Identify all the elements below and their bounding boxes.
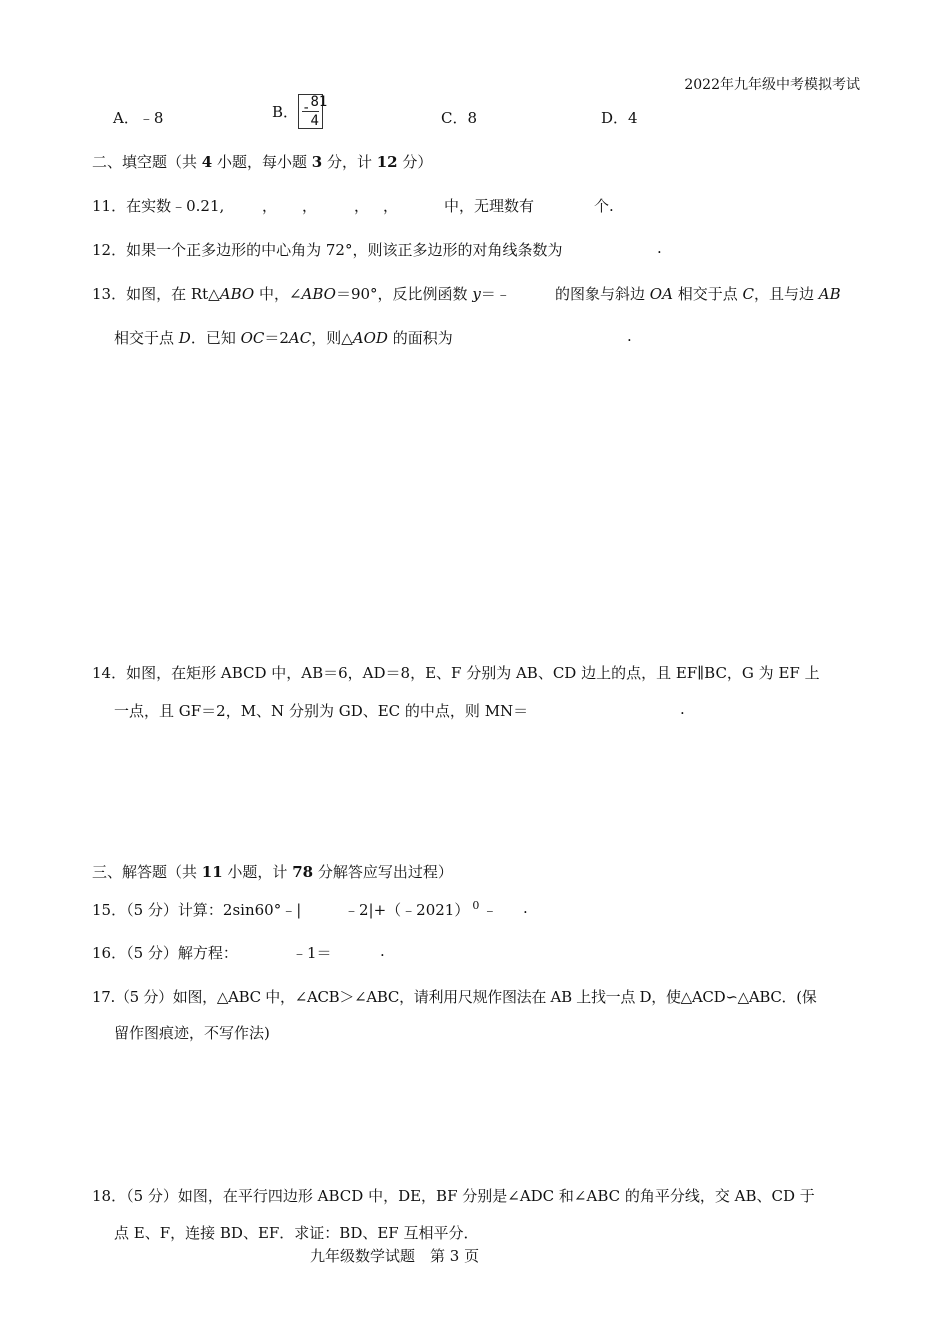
math-var: OC — [240, 329, 265, 347]
math-var: y — [472, 285, 481, 303]
math-var: AOD — [352, 329, 388, 347]
section-3-heading — [92, 861, 453, 882]
option-c-value: 8 — [467, 109, 478, 127]
question-number: 15． — [92, 901, 127, 919]
question-text: 如图，在矩形 ABCD 中，AB＝6，AD＝8，E、F 分别为 AB、CD 边上的点，且 EF∥BC，G 为 EF 上 — [126, 664, 820, 682]
math-var: AB — [818, 285, 841, 303]
question-number: 14． — [92, 664, 127, 682]
question-text: 的图象与斜边 — [555, 285, 650, 303]
comma: ， — [262, 197, 278, 215]
question-text: 在实数﹣0.21, — [126, 197, 225, 215]
question-text: ＝90°，反比例函数 — [335, 285, 473, 303]
question-text: 如果一个正多边形的中心角为 72°，则该正多边形的对角线条数为 — [126, 241, 563, 259]
section-2-text: 小题，每小题 — [212, 153, 312, 171]
question-text: 相交于点 — [114, 329, 179, 347]
question-text: ﹣2|+（﹣2021） — [344, 901, 470, 919]
section-3-text: 分解答应写出过程） — [313, 863, 453, 881]
section-3-text: 三、解答题（共 — [92, 863, 202, 881]
answer-blank-end: . — [380, 942, 385, 960]
question-14-line-1 — [92, 662, 820, 683]
question-13-line-2 — [114, 327, 453, 348]
section-3-count: 11 — [201, 863, 223, 881]
question-14-line-2 — [114, 700, 528, 721]
page-header: 2022年九年级中考模拟考试 — [684, 77, 860, 93]
question-text: ，则△ — [311, 329, 353, 347]
question-text: （5 分）如图，在平行四边形 ABCD 中，DE，BF 分别是∠ADC 和∠ABC 的角平分线，交 AB、CD 于 — [126, 1187, 815, 1205]
option-c-label: C． — [441, 109, 468, 127]
question-number: 17. — [92, 988, 115, 1006]
question-text: （5 分）计算：2sin60°﹣| — [126, 901, 302, 919]
option-d-value: 4 — [628, 109, 638, 127]
section-2-total-score: 12 — [376, 153, 398, 171]
section-2-text: 二、填空题（共 — [92, 153, 202, 171]
section-2-each-score: 3 — [311, 153, 323, 171]
math-var: ABO — [301, 285, 336, 303]
option-d-label: D． — [601, 109, 629, 127]
math-var: D — [178, 329, 191, 347]
answer-blank-end: . — [523, 899, 528, 917]
question-text: 留作图痕迹，不写作法) — [114, 1024, 270, 1042]
math-var: ABO — [219, 285, 255, 303]
question-text: 一点，且 GF＝2，M、N 分别为 GD、EC 的中点，则 MN＝ — [114, 702, 529, 720]
math-var: C — [742, 285, 754, 303]
section-2-count: 4 — [201, 153, 213, 171]
question-text: ﹣ — [482, 901, 498, 919]
math-var: OA — [649, 285, 673, 303]
question-18-line-2 — [114, 1222, 478, 1243]
option-b-denominator: 4 — [310, 113, 319, 129]
question-text: 个. — [594, 197, 614, 215]
option-a-label: A． — [113, 109, 139, 127]
question-text: ，且与边 — [753, 285, 819, 303]
question-15 — [92, 899, 301, 920]
question-number: 11． — [92, 197, 127, 215]
question-15-cont — [344, 899, 497, 920]
question-text: （5 分）解方程： — [126, 944, 238, 962]
question-text: 点 E、F，连接 BD、EF．求证：BD、EF 互相平分． — [114, 1224, 479, 1242]
option-b-sign: - — [302, 100, 311, 116]
section-2-heading — [92, 151, 432, 172]
question-text: ﹣1＝ — [292, 944, 332, 962]
section-3-text: 小题，计 — [222, 863, 293, 881]
section-2-text: 分） — [397, 153, 433, 171]
comma: ， — [302, 197, 318, 215]
question-text: 中，无理数有 — [444, 197, 535, 215]
question-number: 18． — [92, 1187, 127, 1205]
option-b-label: B． — [272, 103, 299, 121]
option-d — [601, 107, 638, 128]
option-b-fraction-image — [298, 94, 328, 129]
question-number: 12． — [92, 241, 127, 259]
answer-blank-end: . — [680, 700, 685, 718]
question-17-line-2 — [114, 1022, 270, 1043]
question-text: （5 分）如图，△ABC 中，∠ACB＞∠ABC，请利用尺规作图法在 AB 上找一点 D，使△ACD∽△ABC．(保 — [114, 988, 817, 1006]
section-2-text: 分，计 — [322, 153, 377, 171]
question-18-line-1 — [92, 1185, 815, 1206]
option-a — [113, 107, 163, 128]
question-11 — [92, 195, 224, 216]
question-13-line-1-cont — [555, 283, 841, 304]
option-a-value: ﹣8 — [138, 109, 164, 127]
question-13-line-1 — [92, 283, 511, 304]
section-3-total-score: 78 — [292, 863, 314, 881]
question-text: ＝﹣ — [480, 285, 511, 303]
option-b — [272, 94, 328, 129]
question-text: 中，∠ — [254, 285, 302, 303]
page-footer: 九年级数学试题 第 3 页 — [310, 1247, 480, 1265]
option-c — [441, 107, 477, 128]
question-number: 16． — [92, 944, 127, 962]
question-text: 如图，在 Rt△ — [126, 285, 220, 303]
comma: ， — [383, 197, 399, 215]
question-text: ．已知 — [190, 329, 241, 347]
comma: ， — [354, 197, 370, 215]
question-16 — [92, 942, 238, 963]
question-number: 13． — [92, 285, 127, 303]
question-17-line-1 — [92, 986, 817, 1007]
math-var: AC — [288, 329, 312, 347]
question-text: ＝2 — [264, 329, 289, 347]
question-text: 的面积为 — [387, 329, 453, 347]
exponent: 0 — [472, 899, 480, 912]
answer-blank-end: . — [627, 327, 632, 345]
option-b-numerator: 81 — [302, 95, 319, 112]
question-12 — [92, 239, 562, 260]
question-text: 相交于点 — [672, 285, 743, 303]
answer-blank-end: . — [657, 239, 662, 257]
